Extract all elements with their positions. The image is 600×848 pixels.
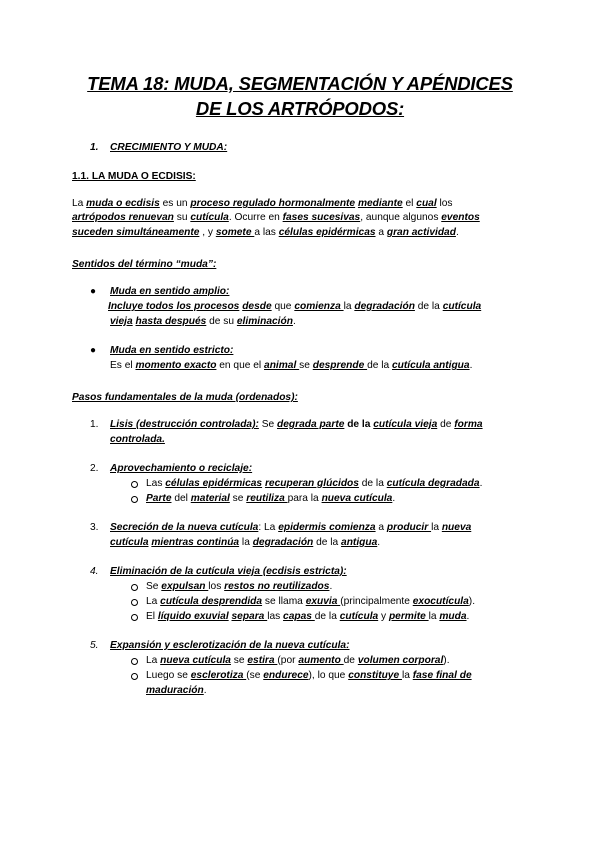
sense-amplio-line-1 — [108, 299, 481, 315]
step-4-number: 4. — [90, 566, 99, 577]
text-run: somete — [215, 227, 255, 238]
text-run: estira — [247, 655, 278, 666]
step-3-number: 3. — [90, 522, 99, 533]
text-run: a — [375, 522, 387, 533]
text-run: exocutícula — [412, 596, 469, 607]
steps-heading: Pasos fundamentales de la muda (ordenados): — [72, 392, 298, 403]
text-run: el — [402, 198, 417, 209]
text-run: artrópodos renuevan — [72, 212, 174, 223]
text-run: eventos — [441, 212, 480, 223]
text-run: las — [267, 611, 284, 622]
text-run: de la — [313, 537, 342, 548]
text-run: la — [401, 670, 413, 681]
bullet-circle-icon — [131, 673, 138, 680]
text-run: (por — [277, 655, 299, 666]
text-run: Incluye todos los procesos — [108, 301, 240, 312]
text-run: de la — [358, 478, 387, 489]
text-run: de — [437, 419, 455, 430]
text-run: de la — [314, 611, 340, 622]
text-run: . — [466, 611, 470, 622]
intro-line-3 — [72, 225, 459, 241]
text-run: vieja — [110, 316, 133, 327]
text-run: eliminación — [236, 316, 293, 327]
text-run: cutícula — [442, 301, 482, 312]
text-run: a — [375, 227, 387, 238]
bullet-dot-icon: ● — [90, 345, 97, 356]
text-run: muda o ecdisis — [86, 198, 160, 209]
text-run: fases sucesivas — [282, 212, 361, 223]
text-run: en que el — [216, 360, 265, 371]
text-run: Se — [146, 581, 162, 592]
section-heading: CRECIMIENTO Y MUDA: — [110, 142, 228, 153]
text-run: Lisis (destrucción controlada): — [110, 419, 259, 430]
text-run: . Ocurre en — [228, 212, 283, 223]
text-run: nueva cutícula — [160, 655, 231, 666]
text-run: Parte — [146, 493, 172, 504]
text-run: controlada. — [110, 434, 165, 445]
step-5-number: 5. — [90, 640, 99, 651]
text-run: degrada parte — [277, 419, 345, 430]
sense-estricto-line-1 — [110, 358, 472, 374]
intro-line-2 — [72, 210, 480, 226]
text-run: la — [428, 611, 440, 622]
step-5-sub-2-cont — [146, 683, 207, 699]
text-run: gran actividad — [386, 227, 456, 238]
text-run: La — [72, 198, 87, 209]
text-run: desde — [242, 301, 272, 312]
text-run: producir — [386, 522, 432, 533]
text-run: cutícula — [190, 212, 229, 223]
text-run: se — [299, 360, 313, 371]
step-1-line-1 — [110, 417, 483, 433]
senses-heading: Sentidos del término “muda”: — [72, 259, 217, 270]
text-run: líquido exuvial — [157, 611, 229, 622]
text-run: . — [377, 537, 381, 548]
text-run: . — [479, 478, 483, 489]
text-run: células epidérmicas — [278, 227, 376, 238]
step-2-sub-2 — [146, 491, 395, 507]
text-run: degradación — [354, 301, 415, 312]
text-run: . — [455, 227, 459, 238]
text-run: , aunque algunos — [360, 212, 442, 223]
text-run: , y — [199, 227, 216, 238]
text-run: nueva — [441, 522, 472, 533]
step-1-line-2 — [110, 432, 165, 448]
text-run: los — [208, 581, 225, 592]
text-run: El — [146, 611, 158, 622]
text-run: (se — [246, 670, 264, 681]
text-run: material — [190, 493, 230, 504]
text-run: células epidérmicas — [165, 478, 263, 489]
step-2-heading: Aprovechamiento o reciclaje: — [110, 463, 253, 474]
text-run: Es el — [110, 360, 136, 371]
text-run: para la — [287, 493, 322, 504]
text-run: desprende — [312, 360, 368, 371]
text-run: cutícula desprendida — [160, 596, 263, 607]
bullet-dot-icon: ● — [90, 286, 97, 297]
text-run: permite — [388, 611, 429, 622]
step-5-heading: Expansión y esclerotización de la nueva cutícula: — [110, 640, 350, 651]
text-run: cutícula vieja — [373, 419, 438, 430]
text-run: de — [343, 655, 358, 666]
step-3-line-1 — [110, 520, 471, 536]
text-run: fase final de — [412, 670, 472, 681]
step-1-number: 1. — [90, 419, 99, 430]
text-run: antigua — [341, 537, 378, 548]
step-4-sub-2 — [146, 594, 475, 610]
text-run: . — [203, 685, 207, 696]
text-run: : La — [258, 522, 279, 533]
text-run: La — [146, 596, 161, 607]
text-run: proceso regulado hormonalmente — [190, 198, 356, 209]
step-4-heading: Eliminación de la cutícula vieja (ecdisis estricta): — [110, 566, 347, 577]
text-run: constituye — [348, 670, 402, 681]
text-run: de su — [206, 316, 237, 327]
sense-estricto-heading: Muda en sentido estricto: — [110, 345, 234, 356]
text-run: ), lo que — [308, 670, 349, 681]
text-run: muda — [439, 611, 467, 622]
bullet-circle-icon — [131, 481, 138, 488]
text-run: se — [229, 493, 247, 504]
text-run: separa — [231, 611, 268, 622]
text-run: hasta después — [135, 316, 207, 327]
step-5-sub-1 — [146, 653, 450, 669]
text-run: cutícula degradada — [386, 478, 480, 489]
text-run: reutiliza — [246, 493, 288, 504]
text-run: Las — [146, 478, 166, 489]
text-run: comienza — [294, 301, 344, 312]
sense-amplio-heading: Muda en sentido amplio: — [110, 286, 230, 297]
text-run: suceden simultáneamente — [72, 227, 200, 238]
step-4-sub-3 — [146, 609, 469, 625]
bullet-circle-icon — [131, 614, 138, 621]
text-run: aumento — [298, 655, 344, 666]
text-run: nueva cutícula — [321, 493, 393, 504]
step-2-number: 2. — [90, 463, 99, 474]
step-2-sub-1 — [146, 476, 482, 492]
bullet-circle-icon — [131, 658, 138, 665]
text-run: volumen corporal — [357, 655, 444, 666]
text-run: . — [329, 581, 333, 592]
step-5-sub-2 — [146, 668, 472, 684]
text-run: esclerotiza — [190, 670, 247, 681]
step-4-sub-1 — [146, 579, 332, 595]
text-run: su — [173, 212, 191, 223]
text-run: mientras continúa — [151, 537, 240, 548]
step-3-line-2 — [110, 535, 380, 551]
text-run: maduración — [146, 685, 204, 696]
text-run: ). — [443, 655, 450, 666]
text-run: capas — [283, 611, 315, 622]
text-run: se — [230, 655, 248, 666]
text-run: a las — [254, 227, 279, 238]
text-run: . — [392, 493, 396, 504]
text-run: exuvia — [305, 596, 341, 607]
text-run: y — [378, 611, 389, 622]
text-run: . — [469, 360, 473, 371]
text-run: . — [292, 316, 296, 327]
text-run: restos no reutilizados — [224, 581, 330, 592]
text-run: que — [271, 301, 295, 312]
text-run: La — [146, 655, 161, 666]
text-run: se llama — [262, 596, 306, 607]
text-run: expulsan — [161, 581, 209, 592]
text-run: la — [431, 522, 442, 533]
text-run: cutícula — [339, 611, 379, 622]
text-run: del — [171, 493, 191, 504]
text-run: cual — [416, 198, 437, 209]
text-run: Luego se — [146, 670, 191, 681]
text-run: mediante — [357, 198, 403, 209]
sense-amplio-line-2 — [110, 314, 296, 330]
text-run: endurece — [263, 670, 309, 681]
text-run: (principalmente — [340, 596, 413, 607]
text-run: epidermis comienza — [278, 522, 376, 533]
text-run: momento exacto — [135, 360, 217, 371]
text-run: forma — [454, 419, 483, 430]
bullet-circle-icon — [131, 584, 138, 591]
text-run: de la — [367, 360, 393, 371]
text-run: recuperan glúcidos — [264, 478, 359, 489]
page-title-line-1: TEMA 18: MUDA, SEGMENTACIÓN Y APÉNDICES — [87, 73, 513, 94]
text-run: de la — [414, 301, 443, 312]
text-run: Secreción de la nueva cutícula — [110, 522, 259, 533]
text-run: animal — [264, 360, 300, 371]
bullet-circle-icon — [131, 599, 138, 606]
text-run: la — [343, 301, 355, 312]
page-title-line-2: DE LOS ARTRÓPODOS: — [195, 98, 405, 119]
text-run: degradación — [252, 537, 314, 548]
text-run: Se — [258, 419, 277, 430]
bullet-circle-icon — [131, 496, 138, 503]
section-number: 1. — [90, 142, 99, 153]
subsection-heading: 1.1. LA MUDA O ECDISIS: — [72, 171, 196, 182]
text-run: es un — [159, 198, 191, 209]
text-run: cutícula — [110, 537, 149, 548]
text-run: cutícula antigua — [392, 360, 470, 371]
text-run: de la — [344, 419, 374, 430]
text-run: los — [436, 198, 453, 209]
text-run: la — [239, 537, 253, 548]
text-run: ). — [468, 596, 476, 607]
